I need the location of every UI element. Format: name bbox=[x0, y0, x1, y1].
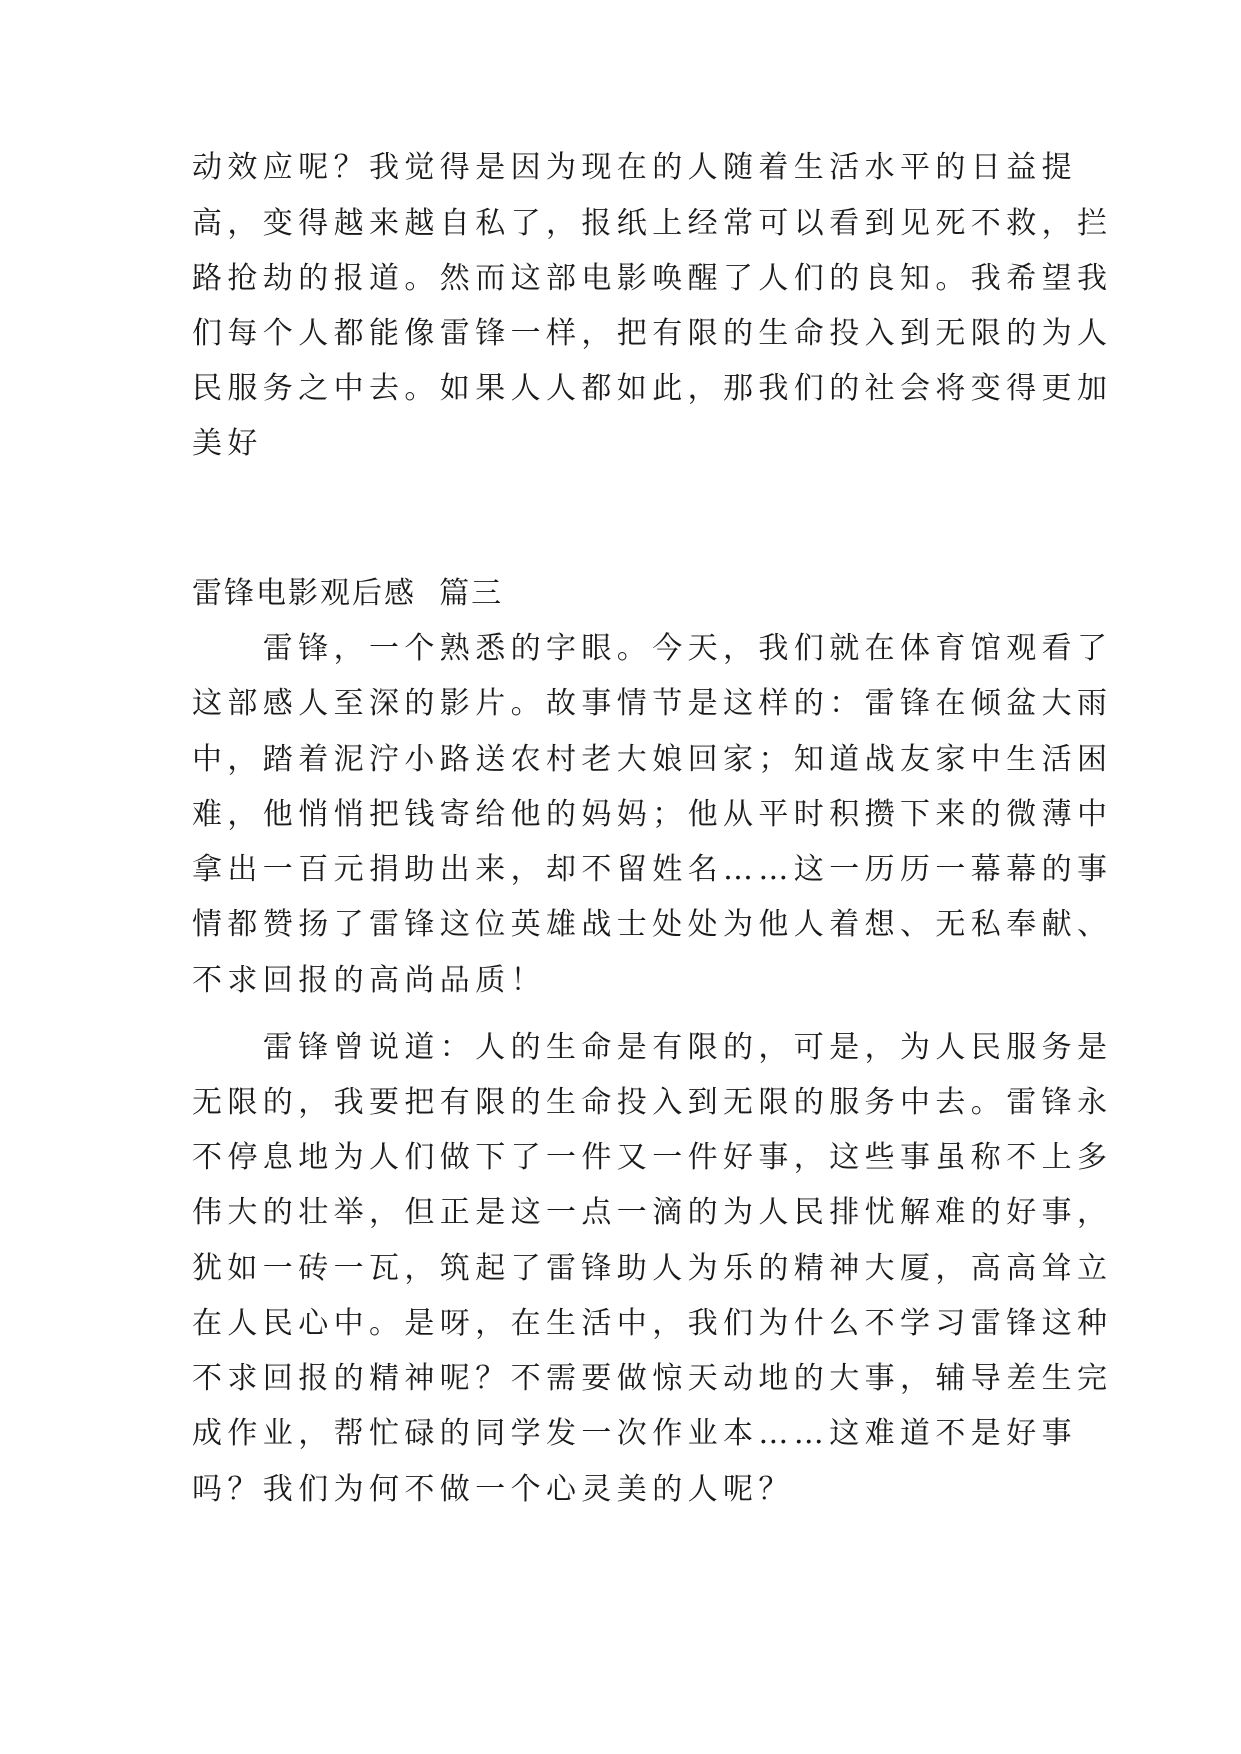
text-line: 拿出一百元捐助出来，却不留姓名……这一历历一幕幕的事 bbox=[192, 852, 1113, 887]
text-line: 这部感人至深的影片。故事情节是这样的：雷锋在倾盆大雨 bbox=[192, 686, 1113, 721]
text-line: 难，他悄悄把钱寄给他的妈妈；他从平时积攒下来的微薄中 bbox=[192, 797, 1113, 832]
text-line: 不求回报的精神呢？不需要做惊天动地的大事，辅导差生完 bbox=[192, 1361, 1113, 1396]
text-line: 雷锋，一个熟悉的字眼。今天，我们就在体育馆观看了 bbox=[192, 631, 1113, 666]
text-line: 无限的，我要把有限的生命投入到无限的服务中去。雷锋永 bbox=[192, 1085, 1113, 1120]
text-line: 中，踏着泥泞小路送农村老大娘回家；知道战友家中生活困 bbox=[192, 742, 1113, 777]
text-line: 美好 bbox=[192, 426, 263, 461]
text-line: 不停息地为人们做下了一件又一件好事，这些事虽称不上多 bbox=[192, 1140, 1113, 1175]
text-line: 吗？我们为何不做一个心灵美的人呢？ bbox=[192, 1472, 794, 1507]
text-line: 犹如一砖一瓦，筑起了雷锋助人为乐的精神大厦，高高耸立 bbox=[192, 1251, 1113, 1286]
text-line: 伟大的壮举，但正是这一点一滴的为人民排忧解难的好事， bbox=[192, 1195, 1113, 1230]
text-line: 雷锋曾说道：人的生命是有限的，可是，为人民服务是 bbox=[192, 1030, 1113, 1065]
text-line: 不求回报的高尚品质！ bbox=[192, 963, 546, 998]
text-line: 高，变得越来越自私了，报纸上经常可以看到见死不救，拦 bbox=[192, 206, 1113, 241]
text-line: 动效应呢？我觉得是因为现在的人随着生活水平的日益提 bbox=[192, 150, 1077, 185]
text-line: 情都赞扬了雷锋这位英雄战士处处为他人着想、无私奉献、 bbox=[192, 907, 1113, 942]
text-line: 路抢劫的报道。然而这部电影唤醒了人们的良知。我希望我 bbox=[192, 261, 1113, 296]
text-line: 们每个人都能像雷锋一样，把有限的生命投入到无限的为人 bbox=[192, 316, 1113, 351]
text-line: 成作业，帮忙碌的同学发一次作业本……这难道不是好事 bbox=[192, 1416, 1077, 1451]
text-line: 民服务之中去。如果人人都如此，那我们的社会将变得更加 bbox=[192, 371, 1113, 406]
text-line: 在人民心中。是呀，在生活中，我们为什么不学习雷锋这种 bbox=[192, 1306, 1113, 1341]
section-title: 雷锋电影观后感 篇三 bbox=[192, 576, 504, 611]
